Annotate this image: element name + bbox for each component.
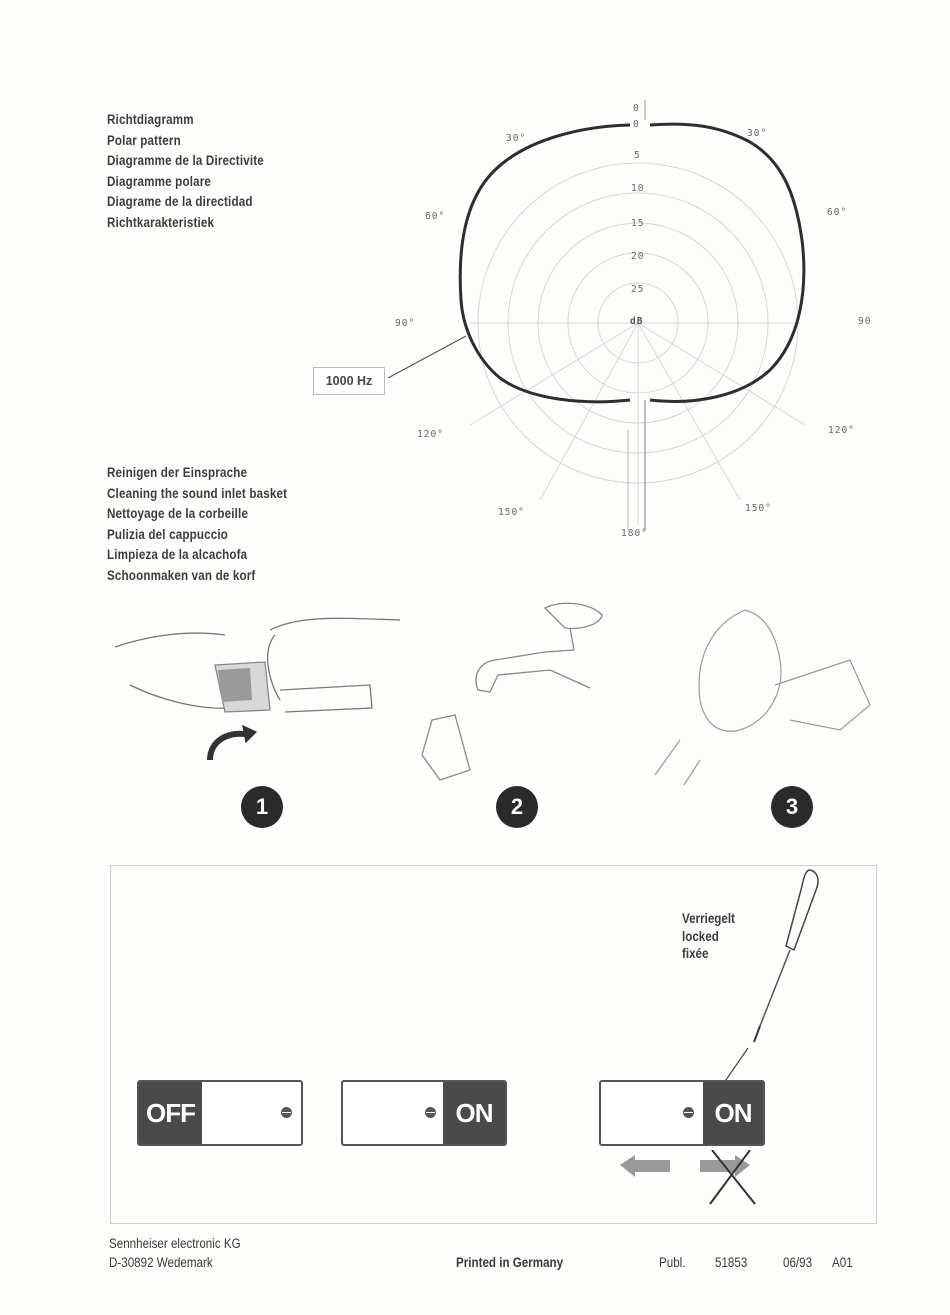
footer-address: D-30892 Wedemark	[109, 1255, 213, 1270]
cleaning-title-de: Reinigen der Einsprache	[107, 465, 248, 480]
polar-title-de: Richtdiagramm	[107, 112, 194, 127]
angle-label-180: 180°	[621, 528, 648, 539]
polar-title-nl: Richtkarakteristiek	[107, 214, 215, 230]
footer-publ-label: Publ.	[659, 1255, 686, 1270]
switch-locked-on-label: ON	[703, 1082, 763, 1144]
frequency-label: 1000 Hz	[313, 367, 385, 395]
angle-label-120-right: 120°	[828, 425, 855, 436]
polar-curve	[460, 124, 804, 402]
cleaning-title-fr: Nettoyage de la corbeille	[107, 506, 249, 522]
angle-label-30-left: 30°	[506, 133, 527, 144]
arrow-right-blocked-icon	[700, 1150, 755, 1204]
switch-knob-icon	[683, 1107, 694, 1118]
cleaning-title-en: Cleaning the sound inlet basket	[107, 485, 288, 501]
locked-label-de: Verriegelt	[682, 911, 735, 926]
db-label-25: 25	[631, 284, 645, 295]
footer-publ-date: 06/93	[783, 1255, 813, 1270]
polar-title-fr: Diagramme de la Directivite	[107, 153, 264, 169]
db-label-0: 0	[633, 119, 640, 130]
switch-locked-state[interactable]	[599, 1080, 765, 1146]
angle-label-150-left: 150°	[498, 507, 525, 518]
step-badge-2: 2	[496, 786, 538, 828]
cleaning-illustrations	[0, 590, 950, 790]
footer-printed: Printed in Germany	[456, 1255, 564, 1270]
angle-label-120-left: 120°	[417, 429, 444, 440]
switch-knob-icon	[281, 1107, 292, 1118]
angle-label-0: 0	[633, 103, 640, 114]
cleaning-titles	[107, 463, 287, 587]
db-label-15: 15	[631, 218, 645, 229]
switch-knob-icon	[425, 1107, 436, 1118]
angle-label-60-left: 60°	[425, 211, 446, 222]
angle-label-30-right: 30°	[747, 128, 768, 139]
angle-label-90-right: 90	[858, 316, 872, 327]
switch-off-state[interactable]	[137, 1080, 303, 1146]
cleaning-title-nl: Schoonmaken van de korf	[107, 567, 256, 583]
cleaning-title-es: Limpieza de la alcachofa	[107, 547, 248, 563]
angle-label-150-right: 150°	[745, 503, 772, 514]
db-label-20: 20	[631, 251, 645, 262]
db-label-10: 10	[631, 183, 645, 194]
locked-label-fr: fixée	[682, 946, 709, 961]
illustration-drying	[655, 610, 870, 785]
switch-on-label: ON	[443, 1082, 505, 1144]
switch-off-label: OFF	[139, 1082, 202, 1144]
step-badge-1: 1	[241, 786, 283, 828]
polar-title-es: Diagrame de la directidad	[107, 194, 253, 210]
locked-label-en: locked	[682, 928, 719, 944]
polar-title-en: Polar pattern	[107, 132, 181, 148]
footer-publ-code: A01	[832, 1255, 853, 1270]
footer-publ-number: 51853	[715, 1255, 748, 1270]
footer-company: Sennheiser electronic KG	[109, 1236, 241, 1251]
polar-title-it: Diagramme polare	[107, 173, 212, 189]
direction-arrows	[615, 1150, 765, 1210]
arrow-left-icon	[620, 1155, 670, 1177]
angle-label-60-right: 60°	[827, 207, 848, 218]
db-label-5: 5	[634, 150, 641, 161]
angle-label-90-left: 90°	[395, 318, 416, 329]
db-unit-label: dB	[630, 316, 644, 327]
switch-on-state[interactable]	[341, 1080, 507, 1146]
step-badge-3: 3	[771, 786, 813, 828]
illustration-faucet	[422, 603, 602, 780]
illustration-hands-unscrewing	[115, 618, 400, 760]
cleaning-title-it: Pulizia del cappuccio	[107, 526, 229, 542]
